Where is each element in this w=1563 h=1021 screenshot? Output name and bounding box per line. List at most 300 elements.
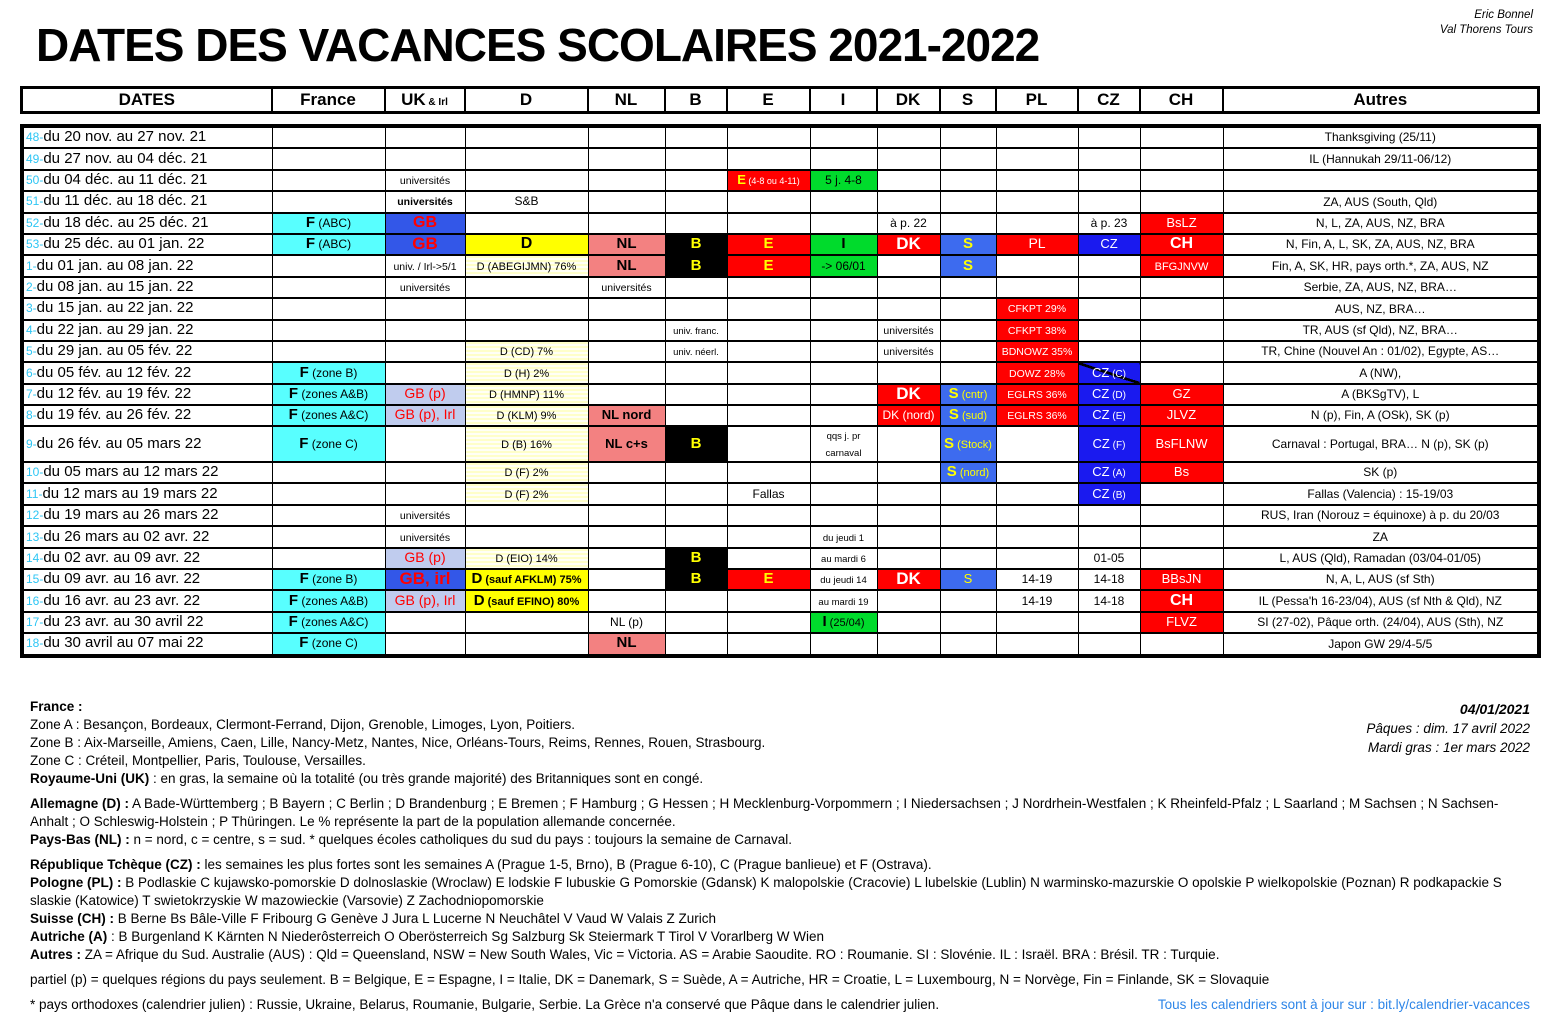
column-header-d: D [465, 88, 588, 113]
cell-ch [1140, 341, 1223, 362]
cell-d: D (H) 2% [465, 362, 588, 383]
table-row-week-4 [22, 320, 1539, 341]
cell-fr [272, 148, 385, 169]
cell-nl [588, 384, 665, 405]
cell-uk [385, 612, 465, 633]
cell-autres: N, A, L, AUS (sf Sth) [1223, 569, 1539, 590]
cell-dk [877, 277, 940, 298]
cell-pl [996, 483, 1078, 504]
cell-s [940, 341, 996, 362]
cell-autres: Serbie, ZA, AUS, NZ, BRA… [1223, 277, 1539, 298]
cell-dk: DK [877, 569, 940, 590]
cell-uk [385, 126, 465, 148]
cell-ch [1140, 548, 1223, 569]
footnote-line: Autriche (A) : B Burgenland K Kärnten N Niederôsterreich O Oberösterreich Sg Salzburg Sk Steiermark T Tirol V Vorarlberg W Wien [30, 929, 825, 944]
cell-dk [877, 483, 940, 504]
cell-i: du jeudi 1 [810, 526, 877, 547]
table-row-week-51 [22, 191, 1539, 212]
cell-e [727, 405, 810, 426]
date-range: 50-du 04 déc. au 11 déc. 21 [22, 170, 272, 191]
date-range: 2-du 08 jan. au 15 jan. 22 [22, 277, 272, 298]
footnote-final-line [30, 996, 1530, 1014]
cell-e: E [727, 569, 810, 590]
cell-cz [1078, 191, 1140, 212]
column-header-autres: Autres [1223, 88, 1539, 113]
footnote-line: Zone B : Aix-Marseille, Amiens, Caen, Lille, Nancy-Metz, Nantes, Nice, Orléans-Tours, Reims, Rennes, Rouen, Strasbourg. [30, 735, 766, 750]
cell-i: qqs j. pr carnaval [810, 426, 877, 462]
cell-nl [588, 505, 665, 526]
cell-uk: GB [385, 213, 465, 234]
column-header-i: I [810, 88, 877, 113]
cell-b: univ. franc. [665, 320, 727, 341]
cell-dk [877, 362, 940, 383]
footnote-line: République Tchèque (CZ) : les semaines les plus fortes sont les semaines A (Prague 1-5, Brno), B (Prague 6-10), C (Prague banlieue) et F (Ostrava). [30, 857, 932, 872]
cell-fr: F (zones A&C) [272, 405, 385, 426]
cell-d: D (F) 2% [465, 462, 588, 483]
cell-e: Fallas [727, 483, 810, 504]
calendar-update-link[interactable]: Tous les calendriers sont à jour sur : bit.ly/calendrier-vacances [1157, 997, 1530, 1012]
cell-s [940, 483, 996, 504]
cell-uk: universités [385, 170, 465, 191]
cell-cz: à p. 23 [1078, 213, 1140, 234]
cell-pl [996, 277, 1078, 298]
cell-uk: universités [385, 526, 465, 547]
cell-fr: F (ABC) [272, 213, 385, 234]
column-header-dates: DATES [22, 88, 272, 113]
orthodox-note: * pays orthodoxes (calendrier julien) : Russie, Ukraine, Belarus, Roumanie, Bulgarie, Serbie. La Grèce n'a conservé que Pâque dans le calendrier julien. [30, 997, 940, 1012]
cell-dk: universités [877, 320, 940, 341]
date-range: 13-du 26 mars au 02 avr. 22 [22, 526, 272, 547]
cell-pl: EGLRS 36% [996, 384, 1078, 405]
cell-fr [272, 255, 385, 276]
cell-e [727, 341, 810, 362]
cell-dk [877, 255, 940, 276]
cell-ch [1140, 362, 1223, 383]
column-header-s: S [940, 88, 996, 113]
cell-nl: NL c+s [588, 426, 665, 462]
cell-nl [588, 148, 665, 169]
cell-dk [877, 548, 940, 569]
cell-pl [996, 612, 1078, 633]
cell-i: I (25/04) [810, 612, 877, 633]
cell-d: D [465, 234, 588, 255]
cell-uk [385, 483, 465, 504]
cell-uk [385, 633, 465, 655]
cell-s [940, 633, 996, 655]
cell-b: univ. néerl. [665, 341, 727, 362]
table-row-week-7 [22, 384, 1539, 405]
cell-pl [996, 526, 1078, 547]
cell-fr [272, 526, 385, 547]
cell-autres: TR, AUS (sf Qld), NZ, BRA… [1223, 320, 1539, 341]
cell-nl [588, 126, 665, 148]
cell-autres: TR, Chine (Nouvel An : 01/02), Egypte, AS… [1223, 341, 1539, 362]
cell-i [810, 405, 877, 426]
cell-e [727, 298, 810, 319]
date-range: 10-du 05 mars au 12 mars 22 [22, 462, 272, 483]
cell-s [940, 148, 996, 169]
table-row-week-6 [22, 362, 1539, 383]
cell-b [665, 384, 727, 405]
cell-autres: N, Fin, A, L, SK, ZA, AUS, NZ, BRA [1223, 234, 1539, 255]
cell-fr [272, 126, 385, 148]
cell-i [810, 213, 877, 234]
date-range: 49-du 27 nov. au 04 déc. 21 [22, 148, 272, 169]
cell-i [810, 341, 877, 362]
cell-b: B [665, 234, 727, 255]
cell-pl [996, 426, 1078, 462]
cell-e [727, 505, 810, 526]
updated-date: 04/01/2021 [1459, 701, 1530, 717]
table-row-week-10 [22, 462, 1539, 483]
cell-ch: BsLZ [1140, 213, 1223, 234]
column-header-uk: UK & Irl [385, 88, 465, 113]
cell-d [465, 320, 588, 341]
cell-pl: CFKPT 29% [996, 298, 1078, 319]
cell-dk: DK [877, 384, 940, 405]
cell-d [465, 526, 588, 547]
cell-fr [272, 170, 385, 191]
column-header-ch: CH [1140, 88, 1223, 113]
footnotes [30, 698, 1530, 1014]
footnote-line: Pays-Bas (NL) : n = nord, c = centre, s = sud. * quelques écoles catholiques du sud du pays : toujours la semaine de Carnaval. [30, 832, 793, 847]
cell-ch [1140, 505, 1223, 526]
footnote-line: Suisse (CH) : B Berne Bs Bâle-Ville F Fribourg G Genève J Jura L Lucerne N Neuchâtel V Vaud W Valais Z Zurich [30, 911, 717, 926]
cell-fr [272, 483, 385, 504]
cell-dk: DK (nord) [877, 405, 940, 426]
cell-i: au mardi 19 [810, 590, 877, 611]
cell-ch [1140, 298, 1223, 319]
cell-fr [272, 298, 385, 319]
cell-cz [1078, 148, 1140, 169]
cell-s [940, 320, 996, 341]
cell-i: au mardi 6 [810, 548, 877, 569]
cell-e: E [727, 255, 810, 276]
cell-i [810, 384, 877, 405]
cell-ch: FLVZ [1140, 612, 1223, 633]
column-header-e: E [727, 88, 810, 113]
cell-autres: Carnaval : Portugal, BRA… N (p), SK (p) [1223, 426, 1539, 462]
cell-ch: BFGJNVW [1140, 255, 1223, 276]
date-range: 53-du 25 déc. au 01 jan. 22 [22, 234, 272, 255]
author-name: Eric Bonnel [1474, 9, 1533, 21]
mardi-gras-date: Mardi gras : 1er mars 2022 [1367, 740, 1530, 755]
cell-d: D (sauf EFINO) 80% [465, 590, 588, 611]
date-range: 5-du 29 jan. au 05 fév. 22 [22, 341, 272, 362]
cell-cz: CZ (D) [1078, 384, 1140, 405]
cell-e [727, 191, 810, 212]
cell-dk: à p. 22 [877, 213, 940, 234]
date-range: 4-du 22 jan. au 29 jan. 22 [22, 320, 272, 341]
cell-nl: NL [588, 633, 665, 655]
cell-autres: RUS, Iran (Norouz = équinoxe) à p. du 20/03 [1223, 505, 1539, 526]
cell-b: B [665, 255, 727, 276]
cell-dk [877, 633, 940, 655]
date-range: 11-du 12 mars au 19 mars 22 [22, 483, 272, 504]
cell-uk [385, 320, 465, 341]
column-header-b: B [665, 88, 727, 113]
cell-nl [588, 213, 665, 234]
cell-d: D (KLM) 9% [465, 405, 588, 426]
cell-nl [588, 341, 665, 362]
cell-cz: 14-18 [1078, 590, 1140, 611]
date-range: 9-du 26 fév. au 05 mars 22 [22, 426, 272, 462]
cell-s: S (cntr) [940, 384, 996, 405]
footnote-line: Royaume-Uni (UK) : en gras, la semaine où la totalité (ou très grande majorité) des Britanniques sont en congé. [30, 771, 704, 786]
cell-ch: Bs [1140, 462, 1223, 483]
cell-cz: CZ (A) [1078, 462, 1140, 483]
cell-s: S (sud) [940, 405, 996, 426]
cell-s: S [940, 234, 996, 255]
cell-i [810, 462, 877, 483]
column-header-pl: PL [996, 88, 1078, 113]
cell-b [665, 612, 727, 633]
cell-s [940, 298, 996, 319]
cell-cz [1078, 633, 1140, 655]
cell-uk: universités [385, 277, 465, 298]
footnote-line: partiel (p) = quelques régions du pays seulement. B = Belgique, E = Espagne, I = Italie, DK = Danemark, S = Suède, A = Autriche, HR = Croatie, L = Luxembourg, N = Norvège, Fin = Finlande, SK = Slovaquie [30, 972, 1270, 987]
cell-fr [272, 320, 385, 341]
cell-b: B [665, 569, 727, 590]
cell-s: S (Stock) [940, 426, 996, 462]
footnote-line: Autres : ZA = Afrique du Sud. Australie (AUS) : Qld = Queensland, NSW = New South Wales, Vic = Victoria. AS = Arabie Saoudite. RO : Roumanie. SI : Slovénie. IL : Israël. BRA : Brésil. TR : Turquie. [30, 947, 1220, 962]
cell-e [727, 213, 810, 234]
cell-e [727, 548, 810, 569]
table-row-week-1 [22, 255, 1539, 276]
cell-fr: F (zones A&B) [272, 590, 385, 611]
cell-d [465, 277, 588, 298]
table-row-week-12 [22, 505, 1539, 526]
cell-dk [877, 590, 940, 611]
table-row-week-52 [22, 213, 1539, 234]
cell-i [810, 126, 877, 148]
cell-ch [1140, 277, 1223, 298]
cell-i: 5 j. 4-8 [810, 170, 877, 191]
cell-ch: BsFLNW [1140, 426, 1223, 462]
footnote-line: Zone A : Besançon, Bordeaux, Clermont-Ferrand, Dijon, Grenoble, Limoges, Lyon, Poitiers. [30, 717, 576, 732]
cell-autres: ZA, AUS (South, Qld) [1223, 191, 1539, 212]
cell-uk: GB (p), Irl [385, 590, 465, 611]
cell-nl [588, 191, 665, 212]
cell-cz [1078, 320, 1140, 341]
cell-ch: JLVZ [1140, 405, 1223, 426]
cell-fr [272, 462, 385, 483]
cell-i [810, 483, 877, 504]
cell-e [727, 277, 810, 298]
date-range: 52-du 18 déc. au 25 déc. 21 [22, 213, 272, 234]
cell-pl: PL [996, 234, 1078, 255]
cell-fr: F (zone C) [272, 633, 385, 655]
cell-nl [588, 320, 665, 341]
cell-d: D (sauf AFKLM) 75% [465, 569, 588, 590]
cell-uk: GB, irl [385, 569, 465, 590]
cell-s [940, 191, 996, 212]
cell-dk [877, 148, 940, 169]
cell-uk [385, 462, 465, 483]
cell-dk [877, 526, 940, 547]
cell-dk [877, 612, 940, 633]
cell-s [940, 362, 996, 383]
cell-uk: universités [385, 505, 465, 526]
column-header-fr: France [272, 88, 385, 113]
cell-b [665, 148, 727, 169]
cell-ch: GZ [1140, 384, 1223, 405]
cell-d: D (CD) 7% [465, 341, 588, 362]
cell-e [727, 362, 810, 383]
cell-b [665, 170, 727, 191]
cell-s [940, 170, 996, 191]
cell-nl [588, 548, 665, 569]
cell-pl [996, 255, 1078, 276]
cell-autres: N, L, ZA, AUS, NZ, BRA [1223, 213, 1539, 234]
cell-ch [1140, 126, 1223, 148]
cell-cz [1078, 526, 1140, 547]
cell-d: D (ABEGIJMN) 76% [465, 255, 588, 276]
cell-d [465, 612, 588, 633]
cell-nl [588, 590, 665, 611]
cell-fr [272, 548, 385, 569]
cell-dk [877, 298, 940, 319]
cell-autres: Fin, A, SK, HR, pays orth.*, ZA, AUS, NZ [1223, 255, 1539, 276]
cell-fr: F (zone B) [272, 569, 385, 590]
cell-autres: A (BKSgTV), L [1223, 384, 1539, 405]
author-credit [1440, 8, 1533, 38]
cell-uk [385, 426, 465, 462]
cell-i [810, 191, 877, 212]
table-row-week-50 [22, 170, 1539, 191]
cell-d: D (F) 2% [465, 483, 588, 504]
cell-d [465, 170, 588, 191]
cell-i [810, 505, 877, 526]
table-row-week-15 [22, 569, 1539, 590]
cell-pl [996, 170, 1078, 191]
table-row-week-17 [22, 612, 1539, 633]
cell-cz: CZ (C) [1078, 362, 1140, 383]
cell-b [665, 362, 727, 383]
cell-cz: 01-05 [1078, 548, 1140, 569]
cell-e [727, 590, 810, 611]
cell-s [940, 505, 996, 526]
cell-s: S (nord) [940, 462, 996, 483]
cell-ch [1140, 633, 1223, 655]
cell-pl: 14-19 [996, 569, 1078, 590]
cell-uk: universités [385, 191, 465, 212]
table-row-week-11 [22, 483, 1539, 504]
cell-cz [1078, 505, 1140, 526]
cell-autres: Thanksgiving (25/11) [1223, 126, 1539, 148]
cell-nl [588, 362, 665, 383]
cell-i [810, 148, 877, 169]
cell-dk: DK [877, 234, 940, 255]
cell-fr: F (zone C) [272, 426, 385, 462]
column-header-table [20, 86, 1540, 114]
cell-uk: GB (p) [385, 548, 465, 569]
cell-ch [1140, 170, 1223, 191]
table-row-week-49 [22, 148, 1539, 169]
date-range: 16-du 16 avr. au 23 avr. 22 [22, 590, 272, 611]
date-range: 51-du 11 déc. au 18 déc. 21 [22, 191, 272, 212]
cell-ch: CH [1140, 234, 1223, 255]
cell-nl [588, 170, 665, 191]
column-header-cz: CZ [1078, 88, 1140, 113]
cell-pl [996, 148, 1078, 169]
cell-i [810, 320, 877, 341]
cell-pl [996, 505, 1078, 526]
cell-ch: CH [1140, 590, 1223, 611]
date-range: 17-du 23 avr. au 30 avril 22 [22, 612, 272, 633]
cell-cz [1078, 298, 1140, 319]
cell-b [665, 505, 727, 526]
cell-b [665, 590, 727, 611]
cell-b [665, 405, 727, 426]
cell-autres: Japon GW 29/4-5/5 [1223, 633, 1539, 655]
cell-uk: GB [385, 234, 465, 255]
cell-cz: CZ [1078, 234, 1140, 255]
cell-s [940, 548, 996, 569]
cell-dk [877, 170, 940, 191]
cell-cz [1078, 255, 1140, 276]
date-range: 7-du 12 fév. au 19 fév. 22 [22, 384, 272, 405]
cell-i [810, 362, 877, 383]
cell-i: I [810, 234, 877, 255]
table-row-week-9 [22, 426, 1539, 462]
cell-cz: CZ (F) [1078, 426, 1140, 462]
cell-e [727, 384, 810, 405]
cell-autres: ZA [1223, 526, 1539, 547]
cell-uk: GB (p) [385, 384, 465, 405]
cell-pl [996, 548, 1078, 569]
cell-d: S&B [465, 191, 588, 212]
cell-nl: universités [588, 277, 665, 298]
cell-fr [272, 191, 385, 212]
cell-nl [588, 483, 665, 504]
cell-e [727, 126, 810, 148]
cell-s: S [940, 569, 996, 590]
cell-dk [877, 505, 940, 526]
cell-b [665, 126, 727, 148]
cell-cz [1078, 277, 1140, 298]
cell-pl [996, 213, 1078, 234]
cell-uk [385, 298, 465, 319]
cell-autres: A (NW), [1223, 362, 1539, 383]
cell-d: D (B) 16% [465, 426, 588, 462]
cell-d: D (HMNP) 11% [465, 384, 588, 405]
cell-cz: 14-18 [1078, 569, 1140, 590]
cell-autres: IL (Pessa'h 16-23/04), AUS (sf Nth & Qld), NZ [1223, 590, 1539, 611]
date-range: 18-du 30 avril au 07 mai 22 [22, 633, 272, 655]
table-row-week-14 [22, 548, 1539, 569]
cell-autres: SK (p) [1223, 462, 1539, 483]
cell-dk [877, 462, 940, 483]
cell-autres: L, AUS (Qld), Ramadan (03/04-01/05) [1223, 548, 1539, 569]
cell-b: B [665, 426, 727, 462]
cell-uk [385, 362, 465, 383]
cell-s: S [940, 255, 996, 276]
cell-cz: CZ (B) [1078, 483, 1140, 504]
cell-s [940, 126, 996, 148]
cell-autres: Fallas (Valencia) : 15-19/03 [1223, 483, 1539, 504]
cell-ch [1140, 483, 1223, 504]
cell-d [465, 148, 588, 169]
cell-ch [1140, 191, 1223, 212]
cell-nl [588, 526, 665, 547]
cell-e [727, 526, 810, 547]
cell-dk [877, 426, 940, 462]
cell-pl [996, 191, 1078, 212]
date-range: 12-du 19 mars au 26 mars 22 [22, 505, 272, 526]
cell-i: du jeudi 14 [810, 569, 877, 590]
cell-d [465, 126, 588, 148]
